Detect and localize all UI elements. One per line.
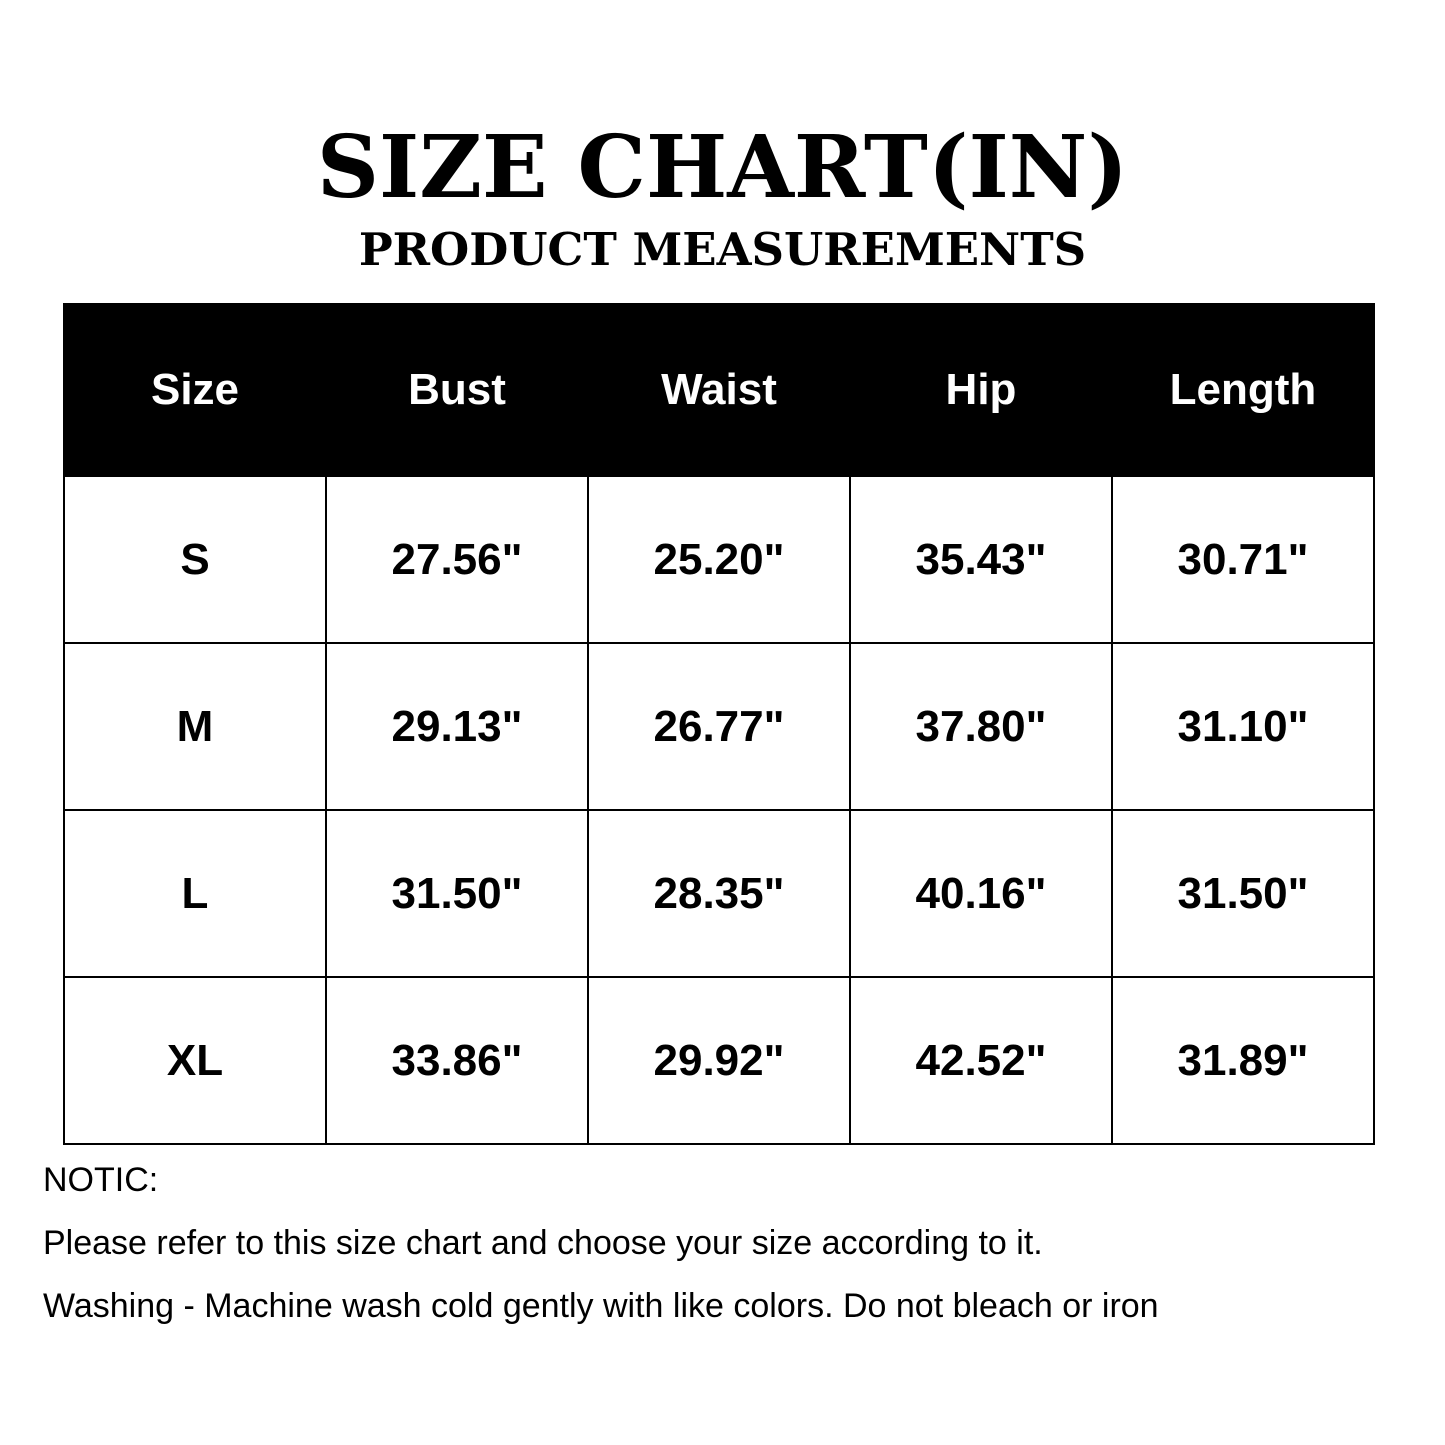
waist-cell: 28.35" bbox=[588, 810, 850, 977]
column-header-length: Length bbox=[1112, 304, 1374, 476]
hip-cell: 35.43" bbox=[850, 476, 1112, 643]
bust-cell: 27.56" bbox=[326, 476, 588, 643]
size-cell: M bbox=[64, 643, 326, 810]
bust-cell: 29.13" bbox=[326, 643, 588, 810]
bust-cell: 31.50" bbox=[326, 810, 588, 977]
waist-cell: 26.77" bbox=[588, 643, 850, 810]
size-cell: XL bbox=[64, 977, 326, 1144]
waist-cell: 25.20" bbox=[588, 476, 850, 643]
waist-cell: 29.92" bbox=[588, 977, 850, 1144]
length-cell: 31.10" bbox=[1112, 643, 1374, 810]
size-cell: L bbox=[64, 810, 326, 977]
column-header-hip: Hip bbox=[850, 304, 1112, 476]
table-row bbox=[64, 476, 1374, 643]
page-subtitle: PRODUCT MEASUREMENTS bbox=[358, 223, 1087, 276]
length-cell: 31.89" bbox=[1112, 977, 1374, 1144]
hip-cell: 40.16" bbox=[850, 810, 1112, 977]
notes-section bbox=[43, 1155, 1423, 1344]
column-header-bust: Bust bbox=[326, 304, 588, 476]
notes-size-advice: Please refer to this size chart and choose your size according to it. bbox=[43, 1224, 1043, 1262]
length-cell: 30.71" bbox=[1112, 476, 1374, 643]
column-header-waist: Waist bbox=[588, 304, 850, 476]
hip-cell: 42.52" bbox=[850, 977, 1112, 1144]
page-title: SIZE CHART(IN) bbox=[316, 117, 1129, 218]
table-row bbox=[64, 810, 1374, 977]
table-header-row bbox=[64, 304, 1374, 476]
hip-cell: 37.80" bbox=[850, 643, 1112, 810]
length-cell: 31.50" bbox=[1112, 810, 1374, 977]
size-chart-table bbox=[63, 303, 1375, 1145]
bust-cell: 33.86" bbox=[326, 977, 588, 1144]
notes-heading: NOTIC: bbox=[43, 1161, 159, 1199]
table-row bbox=[64, 977, 1374, 1144]
table-row bbox=[64, 643, 1374, 810]
column-header-size: Size bbox=[64, 304, 326, 476]
size-cell: S bbox=[64, 476, 326, 643]
notes-washing-instructions: Washing - Machine wash cold gently with like colors. Do not bleach or iron bbox=[43, 1287, 1159, 1325]
